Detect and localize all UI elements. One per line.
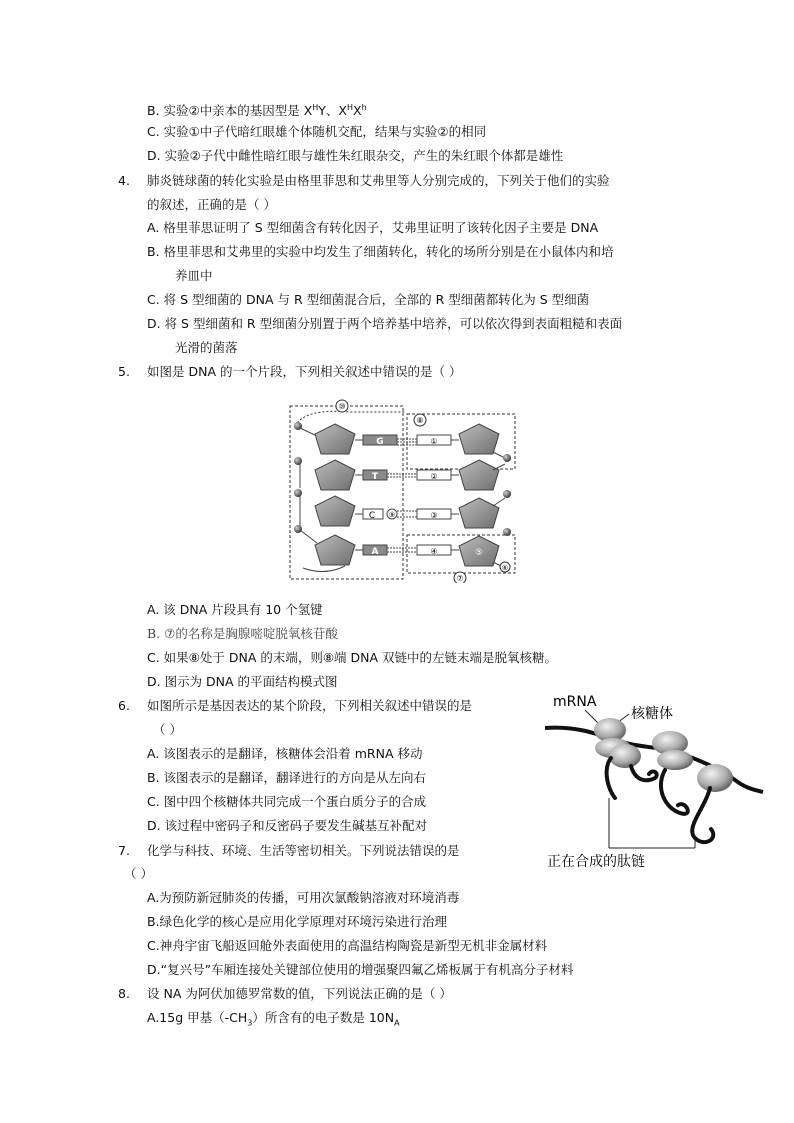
q4-stem-line2: 的叙述，正确的是（ ） bbox=[147, 197, 276, 212]
q6-option-d: D. 该过程中密码子和反密码子要发生碱基互补配对 bbox=[147, 818, 428, 833]
peptide-chains bbox=[607, 758, 714, 842]
base-right-2: ② bbox=[430, 472, 438, 481]
q4-option-b-line2: 养皿中 bbox=[175, 268, 213, 283]
q6-number: 6. bbox=[118, 698, 130, 713]
dna-diagram bbox=[285, 398, 520, 583]
q4-option-b-line1: B. 格里菲思和艾弗里的实验中均发生了细菌转化，转化的场所分别是在小鼠体内和培 bbox=[147, 244, 614, 259]
translation-figure bbox=[545, 688, 765, 873]
base-left-2: T bbox=[371, 472, 379, 482]
q3-option-c: C. 实验①中子代暗红眼雄个体随机交配，结果与实验②的相同 bbox=[147, 124, 487, 139]
q5-option-d: D. 图示为 DNA 的平面结构模式图 bbox=[147, 674, 338, 689]
q4-stem-line1: 肺炎链球菌的转化实验是由格里菲思和艾弗里等人分别完成的，下列关于他们的实验 bbox=[147, 173, 610, 188]
sugar-right-1 bbox=[459, 424, 499, 454]
q7-number: 7. bbox=[118, 843, 130, 858]
sugar-left-1 bbox=[315, 424, 355, 454]
q6-stem-line1: 如图所示是基因表达的某个阶段，下列相关叙述中错误的是 bbox=[147, 698, 473, 713]
ribosome-label: 核糖体 bbox=[631, 706, 673, 722]
q8-number: 8. bbox=[118, 986, 130, 1001]
ribosome-3 bbox=[652, 731, 693, 770]
q6-option-a: A. 该图表示的是翻译，核糖体会沿着 mRNA 移动 bbox=[147, 746, 423, 761]
q8-stem: 设 NA 为阿伏加德罗常数的值，下列说法正确的是（ ） bbox=[147, 986, 452, 1001]
mrna-label: mRNA bbox=[553, 694, 597, 710]
label-5: ⑤ bbox=[474, 548, 484, 558]
phosphate-left-3 bbox=[294, 489, 302, 497]
base-right-1: ① bbox=[430, 437, 438, 446]
nucleotide-pair-4 bbox=[294, 525, 510, 572]
sugar-left-2 bbox=[315, 460, 355, 490]
q8-option-a: A.15g 甲基$(-CH_3)$所含有的电子数是 $10N_A$ bbox=[147, 1010, 400, 1028]
q4-number: 4. bbox=[118, 173, 130, 188]
q7-option-c: C.神舟宇宙飞船返回舱外表面使用的高温结构陶瓷是新型无机非金属材料 bbox=[147, 938, 548, 953]
q7-stem-line1: 化学与科技、环境、生活等密切相关。下列说法错误的是 bbox=[147, 843, 460, 858]
q5-stem: 如图是 DNA 的一个片段，下列相关叙述中错误的是（ ） bbox=[147, 364, 462, 379]
sugar-right-2 bbox=[459, 460, 499, 490]
ribosome-4 bbox=[697, 764, 733, 792]
base-right-4: ④ bbox=[430, 547, 438, 556]
q3-option-b: B. 实验②中亲本的基因型是 $X^HY$、$X^HX^h$ bbox=[147, 103, 367, 119]
q4-option-d-line2: 光滑的菌落 bbox=[175, 340, 238, 355]
sugar-left-3 bbox=[315, 496, 355, 526]
q5-number: 5. bbox=[118, 364, 130, 379]
label-8: ⑧ bbox=[416, 416, 424, 425]
q6-option-c: C. 图中四个核糖体共同完成一个蛋白质分子的合成 bbox=[147, 794, 427, 809]
q4-option-a: A. 格里菲思证明了 S 型细菌含有转化因子，艾弗里证明了该转化因子主要是 DNA bbox=[147, 220, 599, 235]
base-left-3: C bbox=[368, 511, 376, 521]
sugar-left-4 bbox=[315, 535, 355, 565]
label-9: ⑨ bbox=[388, 511, 396, 519]
phosphate-right-2 bbox=[503, 490, 511, 498]
base-right-3: ③ bbox=[430, 511, 438, 520]
peptide-label: 正在合成的肽链 bbox=[547, 854, 645, 870]
q6-option-b: B. 该图表示的是翻译，翻译进行的方向是从左向右 bbox=[147, 770, 427, 785]
q7-option-b: B.绿色化学的核心是应用化学原理对环境污染进行治理 bbox=[147, 914, 448, 929]
phosphate-right-1 bbox=[503, 454, 511, 462]
q4-option-c: C. 将 S 型细菌的 DNA 与 R 型细菌混合后，全部的 R 型细菌都转化为 S 型细菌 bbox=[147, 292, 590, 307]
q7-option-a: A.为预防新冠肺炎的传播，可用次氯酸钠溶液对环境消毒 bbox=[147, 890, 460, 905]
label-7: ⑦ bbox=[456, 574, 464, 583]
q5-option-b: B. ⑦的名称是胸腺嘧啶脱氧核苷酸 bbox=[147, 626, 338, 641]
phosphate-left-2 bbox=[294, 457, 302, 465]
base-left-4: A bbox=[371, 547, 379, 557]
sugar-right-3 bbox=[459, 498, 499, 528]
q7-option-d: D.“复兴号”车厢连接处关键部位使用的增强聚四氟乙烯板属于有机高分子材料 bbox=[147, 962, 574, 977]
ribosome-2 bbox=[609, 744, 641, 768]
phosphate-left-4 bbox=[294, 525, 302, 533]
base-left-1: G bbox=[376, 437, 384, 447]
q5-option-c: C. 如果⑧处于 DNA 的末端，则⑧端 DNA 双链中的左链末端是脱氧核糖。 bbox=[147, 650, 558, 665]
q5-option-a: A. 该 DNA 片段具有 10 个氢键 bbox=[147, 602, 323, 617]
q4-option-d-line1: D. 将 S 型细菌和 R 型细菌分别置于两个培养基中培养，可以依次得到表面粗糙和表面 bbox=[147, 316, 623, 331]
phosphate-right-3 bbox=[503, 528, 511, 536]
q7-stem-line2: （ ） bbox=[124, 866, 153, 881]
label-6: ⑥ bbox=[501, 564, 509, 572]
q6-stem-line2: （ ） bbox=[153, 722, 182, 737]
phosphate-left-1 bbox=[294, 422, 302, 430]
q3-option-d: D. 实验②子代中雌性暗红眼与雄性朱红眼杂交，产生的朱红眼个体都是雄性 bbox=[147, 148, 564, 163]
label-10: ⑩ bbox=[338, 402, 346, 411]
